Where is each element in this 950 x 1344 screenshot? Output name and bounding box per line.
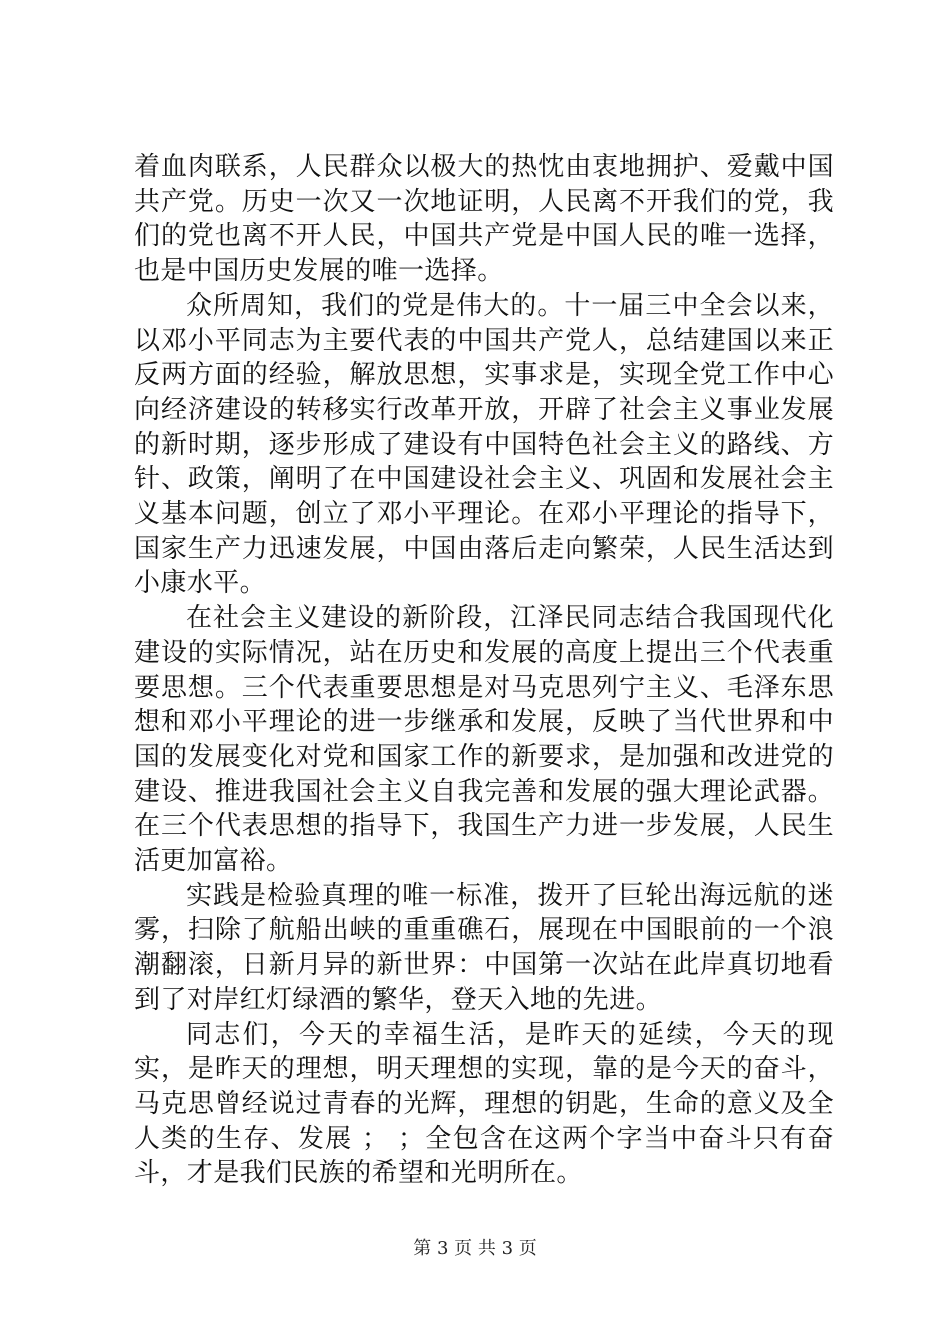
paragraph-3: 在社会主义建设的新阶段，江泽民同志结合我国现代化建设的实际情况，站在历史和发展的高度上提出三个代表重要思想。三个代表重要思想是对马克思列宁主义、毛泽东思想和邓小平理论的进一步继承和发展，反映了当代世界和中国的发展变化对党和国家工作的新要求，是加强和改进党的建设、推进我国社会主义自我完善和发展的强大理论武器。在三个代表思想的指导下，我国生产力进一步发展，人民生活更加富裕。 — [134, 603, 834, 877]
document-body — [134, 150, 834, 1191]
paragraph-1: 着血肉联系，人民群众以极大的热忱由衷地拥护、爱戴中国共产党。历史一次又一次地证明，人民离不开我们的党，我们的党也离不开人民，中国共产党是中国人民的唯一选择，也是中国历史发展的唯一选择。 — [134, 152, 834, 287]
paragraph-2: 众所周知，我们的党是伟大的。十一届三中全会以来，以邓小平同志为主要代表的中国共产党人，总结建国以来正反两方面的经验，解放思想，实事求是，实现全党工作中心向经济建设的转移实行改革开放，开辟了社会主义事业发展的新时期，逐步形成了建设有中国特色社会主义的路线、方针、政策，阐明了在中国建设社会主义、巩固和发展社会主义基本问题，创立了邓小平理论。在邓小平理论的指导下，国家生产力迅速发展，中国由落后走向繁荣，人民生活达到小康水平。 — [134, 290, 834, 599]
paragraph-5: 同志们，今天的幸福生活，是昨天的延续，今天的现实，是昨天的理想，明天理想的实现，靠的是今天的奋斗，马克思曾经说过青春的光辉，理想的钥匙，生命的意义及全人类的生存、发展 ； ；全包含在这两个字当中奋斗只有奋斗，才是我们民族的希望和光明所在。 — [134, 1019, 834, 1189]
page-number-footer: 第 3 页 共 3 页 — [413, 1238, 537, 1259]
paragraph-4: 实践是检验真理的唯一标准，拨开了巨轮出海远航的迷雾，扫除了航船出峡的重重礁石，展现在中国眼前的一个浪潮翻滚，日新月异的新世界：中国第一次站在此岸真切地看到了对岸红灯绿酒的繁华，登天入地的先进。 — [134, 880, 834, 1015]
